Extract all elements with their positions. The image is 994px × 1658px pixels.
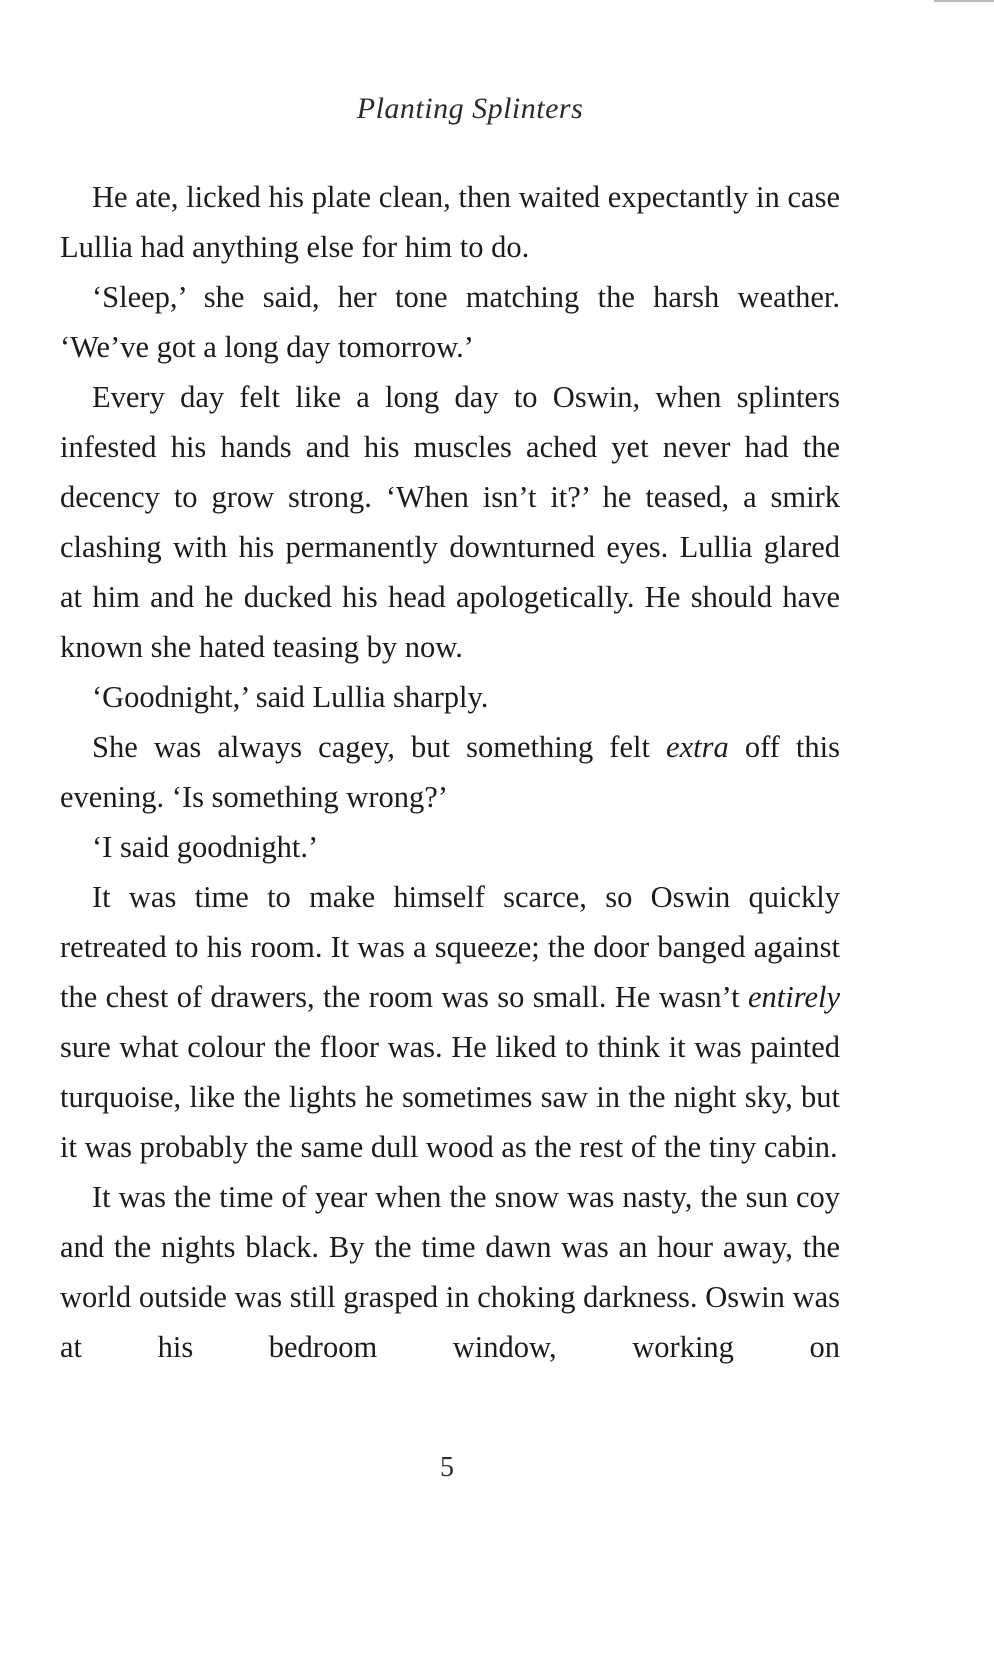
paragraph-7 [60, 872, 840, 1172]
paragraph-2: ‘Sleep,’ she said, her tone matching the harsh weather. ‘We’ve got a long day tomorrow.’ [60, 280, 840, 364]
paragraph-5-end: off this evening. ‘Is something wrong?’ [60, 730, 840, 814]
paragraph-4: ‘Goodnight,’ said Lullia sharply. [92, 680, 489, 714]
paragraph-7-start: It was time to make himself scarce, so Oswin quickly retreated to his room. It was a squeeze; the door banged against the chest of drawers, the room was so small. He wasn’t [60, 880, 840, 1014]
scan-edge-line [934, 0, 994, 2]
paragraph-6: ‘I said goodnight.’ [92, 830, 319, 864]
paragraph-5 [60, 722, 840, 822]
paragraph-1: He ate, licked his plate clean, then waited expectantly in case Lullia had anything else for him to do. [60, 180, 840, 264]
paragraph-5-start: She was always cagey, but something felt [92, 730, 667, 764]
paragraph-7-emphasis: entirely [747, 980, 840, 1014]
page-number: 5 [440, 1452, 454, 1483]
paragraph-8: It was the time of year when the snow was nasty, the sun coy and the nights black. By the time dawn was an hour away, the world outside was still grasped in choking darkness. Oswin was at his bedroom window, working on [60, 1180, 840, 1364]
paragraph-3: Every day felt like a long day to Oswin, when splinters infested his hands and his muscles ached yet never had the decency to grow strong. ‘When isn’t it?’ he teased, a smirk clashing with his permanently downturned eyes. Lullia glared at him and he ducked his head apologetically. He should have known she hated teasing by now. [60, 380, 840, 664]
paragraph-7-end: sure what colour the floor was. He liked to think it was painted turquoise, like the lights he sometimes saw in the night sky, but it was probably the same dull wood as the rest of the tiny cabin. [60, 1030, 840, 1164]
body-text [60, 172, 840, 1372]
paragraph-5-emphasis: extra [666, 730, 729, 764]
running-head-title: Planting Splinters [356, 92, 584, 125]
